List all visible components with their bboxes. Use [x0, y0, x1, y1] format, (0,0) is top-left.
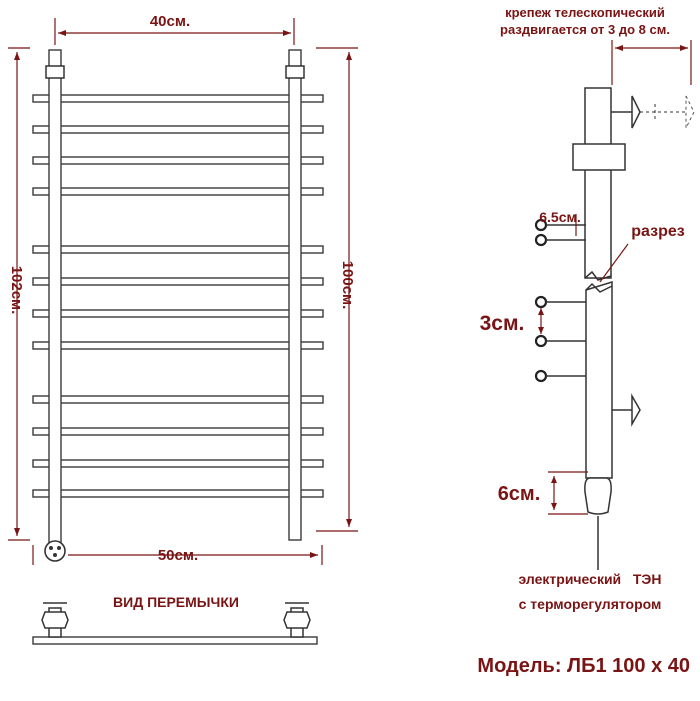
hook-gap-label: 3см. [479, 312, 525, 335]
right-height-dimension [316, 48, 358, 531]
jumper-view-label: ВИД ПЕРЕМЫЧКИ [113, 594, 239, 610]
section-label: разрез [631, 223, 685, 240]
mount-gap-dimension [539, 209, 581, 236]
right-height-label: 100см. [339, 260, 356, 310]
mount-gap-label: 6.5см. [539, 209, 581, 225]
top-width-dimension [55, 13, 294, 45]
heater-label-line1: электрический ТЭН [518, 571, 662, 587]
front-view [8, 13, 358, 565]
left-height-label: 102см. [8, 265, 25, 315]
model-title: Модель: ЛБ1 100 х 40 [477, 655, 690, 677]
bottom-width-label: 50см. [157, 547, 199, 564]
bottom-connector-icon [45, 541, 65, 561]
heater-icon [585, 478, 611, 570]
heater-height-dimension [498, 472, 588, 514]
bar-ends [536, 220, 586, 381]
mount-label-line1: крепеж телескопический [505, 5, 665, 20]
vertical-posts [46, 50, 304, 548]
top-width-label: 40см. [149, 13, 191, 30]
side-view [480, 5, 694, 612]
bottom-width-dimension [33, 545, 322, 565]
mount-label-line2: раздвигается от 3 до 8 см. [500, 22, 670, 37]
heater-label-line2: с терморегулятором [518, 596, 662, 612]
hook-gap-dimension [480, 308, 544, 335]
towel-bars [33, 95, 323, 497]
heater-height-label: 6см. [497, 483, 541, 505]
left-height-dimension [8, 48, 30, 540]
jumper-view [33, 594, 317, 644]
